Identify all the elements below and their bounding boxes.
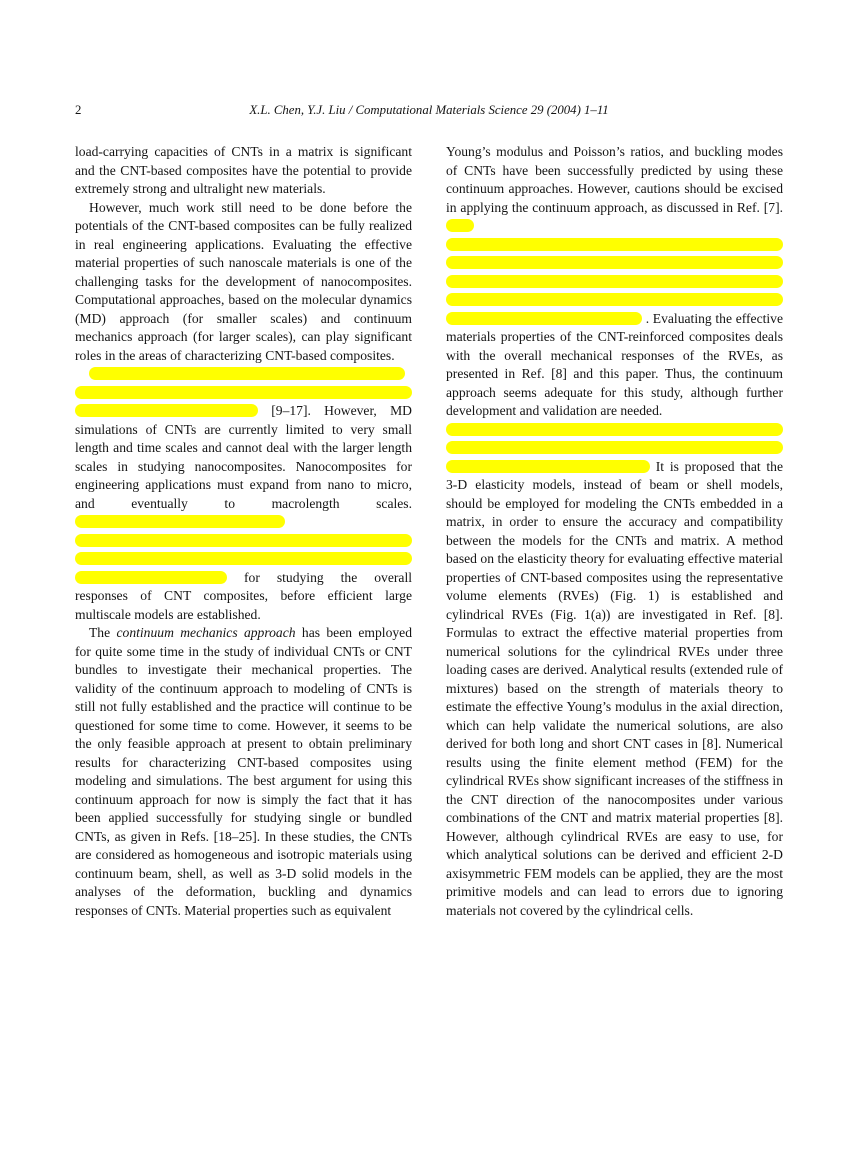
text-run: However, much work still need to be done before the potentials of the CNT-based composites can be fully realized in real engineering applications. Evaluating the effective material properties of such nanoscale materials is one of the challenging tasks for the development of nanocomposites. Computational approaches, based on the molecular dynamics (MD) approach (for smaller scales) and continuum mechanics approach (for larger scales), can play significant roles in the areas of characterizing CNT-based composites. — [75, 199, 412, 363]
journal-citation: X.L. Chen, Y.J. Liu / Computational Materials Science 29 (2004) 1–11 — [249, 103, 609, 117]
paragraph — [75, 365, 412, 624]
text-run: Young’s modulus and Poisson’s ratios, and buckling modes of CNTs have been successfully predicted by using these continuum approaches. However, cautions should be excised in applying the continuum approach, as discussed in Ref. [7]. — [446, 144, 783, 215]
highlight-bar — [446, 256, 783, 269]
text-run: has been employed for quite some time in the study of individual CNTs or CNT bundles to investigate their mechanical properties. The validity of the continuum approach to modeling of CNTs is still not fully established and the practice will continue to be questioned for some time to come. However, it seems to be the only feasible approach at present to obtain preliminary results for characterizing CNT-based composites using modeling and simulations. The best argument for using this continuum approach for now is simply the fact that it has been applied successfully for studying single or bundled CNTs, as given in Refs. [18–25]. In these studies, the CNTs are considered as homogeneous and isotropic materials using continuum beam, shell, as well as 3-D solid models in the analyses of the deformation, buckling and dynamics responses of CNTs. Material properties such as equivalent — [75, 625, 413, 918]
highlight-bar — [446, 293, 783, 306]
highlight-bar — [75, 515, 285, 528]
highlight-bar — [446, 275, 783, 288]
paragraph — [75, 143, 412, 199]
highlight-bar — [75, 386, 412, 399]
left-column — [75, 143, 412, 920]
page-number: 2 — [75, 103, 82, 117]
highlight-bar — [75, 571, 227, 584]
highlight-bar — [75, 534, 412, 547]
text-run: The — [89, 625, 111, 640]
running-head — [75, 103, 783, 118]
highlight-bar — [446, 219, 474, 232]
paragraph — [446, 421, 783, 921]
highlight-bar — [89, 367, 405, 380]
highlight-bar — [75, 552, 412, 565]
text-run: It is proposed that the 3-D elasticity models, instead of beam or shell models, should be employed for modeling the CNTs embedded in a matrix, in order to ensure the accuracy and compatibility between the models for the CNTs and matrix. A method based on the elasticity theory for evaluating effective material properties of CNT-based composites using the representative volume elements (RVEs) (Fig. 1) is established and cylindrical RVEs (Fig. 1(a)) are investigated in Ref. [8]. Formulas to extract the effective material properties from numerical solutions for the cylindrical RVEs under three loading cases are derived. Analytical results (extended rule of mixtures) based on the strength of materials theory to estimate the effective Young’s modulus in the axial direction, which can help validate the numerical solutions, are also derived for both long and short CNT cases in [8]. Numerical results using the finite element method (FEM) for the cylindrical RVEs show significant increases of the stiffness in the CNT direction of the nanocomposites under various combinations of the CNT and matrix material properties [8]. However, although cylindrical RVEs are easy to use, for which analytical solutions can be derived and efficient 2-D axisymmetric FEM models can be applied, they are the most primitive models and can lead to errors due to ignoring materials not covered by the cylindrical cells. — [446, 458, 783, 918]
text-run: [9–17]. However, MD simulations of CNTs are currently limited to very small length and time scales and cannot deal with the larger length scales in studying nanocomposites. Nanocomposites for engineering applications must expand from nano to micro, and eventually to macrolength scales. — [75, 403, 412, 511]
text-run: load-carrying capacities of CNTs in a matrix is significant and the CNT-based composites have the potential to provide extremely strong and ultralight new materials. — [75, 144, 412, 196]
text-run: for studying the overall responses of CNT composites, before efficient large multiscale models are established. — [75, 569, 412, 622]
text-run: . Evaluating the effective materials properties of the CNT-reinforced composites deals with the overall mechanical responses of the RVEs, as presented in Ref. [8] and this paper. Thus, the continuum approach seems adequate for this study, although further development and validation are needed. — [446, 310, 783, 418]
highlight-bar — [446, 441, 783, 454]
paragraph — [446, 143, 783, 421]
highlight-bar — [446, 460, 650, 473]
paragraph — [75, 199, 412, 366]
highlight-bar — [75, 404, 258, 417]
paragraph — [75, 624, 412, 920]
highlight-bar — [446, 238, 783, 251]
text-run: continuum mechanics approach — [116, 625, 296, 640]
highlight-bar — [446, 312, 642, 325]
right-column — [446, 143, 783, 920]
highlight-bar — [446, 423, 783, 436]
article-body — [75, 143, 783, 920]
